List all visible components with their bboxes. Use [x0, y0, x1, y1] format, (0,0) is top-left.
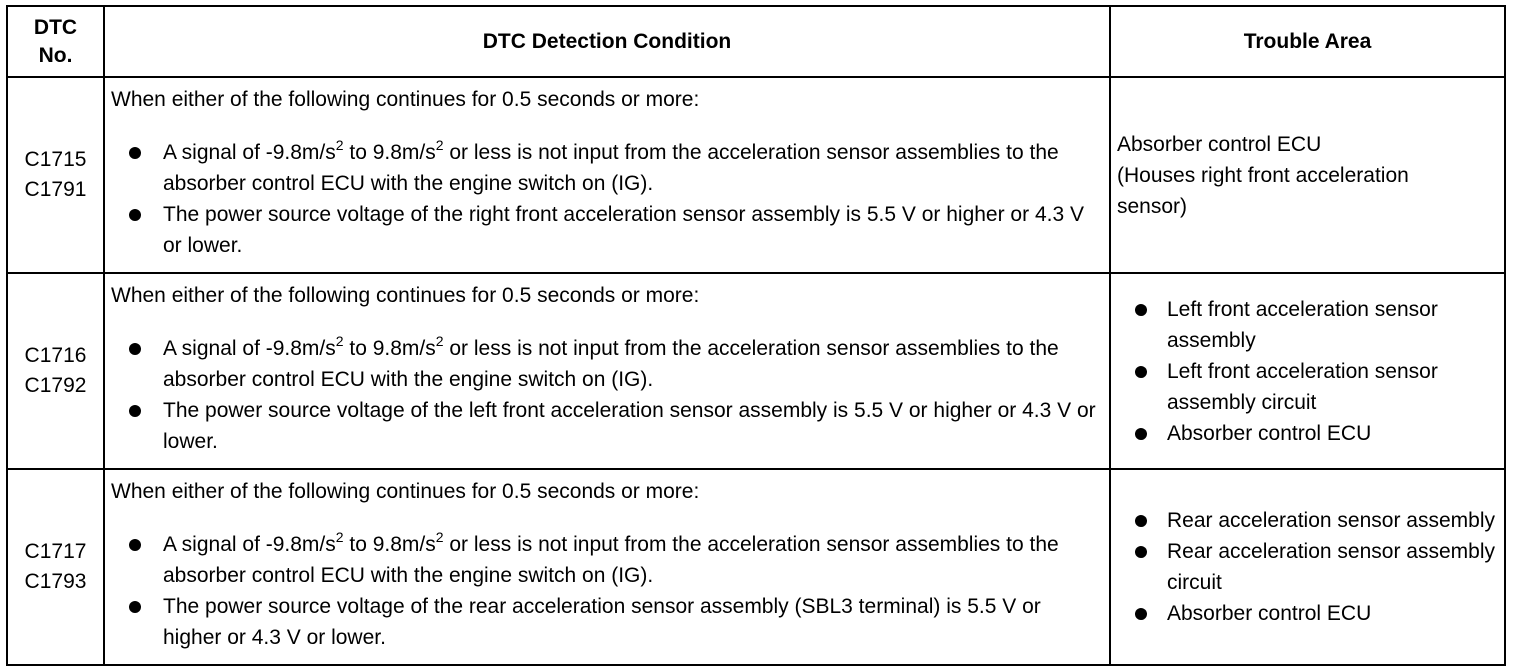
table-row	[7, 273, 1505, 469]
bullet-icon	[1135, 366, 1147, 378]
trouble-area-cell	[1110, 77, 1505, 273]
superscript: 2	[435, 333, 444, 349]
header-condition: DTC Detection Condition	[104, 6, 1110, 77]
condition-list	[111, 333, 1101, 457]
header-row	[7, 6, 1505, 77]
trouble-area-line: (Houses right front acceleration	[1117, 163, 1409, 187]
trouble-area-text: Rear acceleration sensor assembly circuit	[1167, 540, 1495, 594]
condition-text: The power source voltage of the left front acceleration sensor assembly is 5.5 V or higher or 4.3 V or lower.	[163, 399, 1096, 453]
table-header	[7, 6, 1505, 77]
condition-list	[111, 529, 1101, 653]
trouble-area-text: Rear acceleration sensor assembly	[1167, 509, 1495, 532]
trouble-area-line: sensor)	[1117, 194, 1188, 218]
table-row	[7, 469, 1505, 665]
superscript: 2	[335, 529, 344, 545]
trouble-area-item	[1117, 294, 1498, 356]
trouble-area-text	[1117, 129, 1498, 222]
condition-cell	[104, 77, 1110, 273]
superscript: 2	[335, 137, 344, 153]
trouble-area-item	[1117, 536, 1498, 598]
condition-text: The power source voltage of the right front acceleration sensor assembly is 5.5 V or higher or 4.3 V or lower.	[163, 203, 1084, 257]
bullet-icon	[1135, 304, 1147, 316]
bullet-icon	[1135, 515, 1147, 527]
trouble-area-text: Left front acceleration sensor assembly	[1167, 297, 1438, 352]
trouble-area-cell	[1110, 469, 1505, 665]
condition-text: A signal of -9.8m/s	[163, 533, 336, 556]
trouble-area-text: Absorber control ECU	[1167, 421, 1372, 445]
condition-item	[115, 591, 1101, 653]
trouble-area-list	[1117, 294, 1498, 449]
dtc-code: C1792	[24, 374, 87, 397]
condition-list	[111, 137, 1101, 261]
table-row	[7, 77, 1505, 273]
condition-text: A signal of -9.8m/s	[163, 337, 336, 360]
condition-text: A signal of -9.8m/s	[163, 141, 336, 164]
condition-text: or less is not input from the acceleration sensor assemblies to the absorber control ECU with the engine switch on (IG).	[163, 141, 1059, 195]
superscript: 2	[335, 333, 344, 349]
bullet-icon	[129, 405, 141, 417]
condition-text: to 9.8m/s	[343, 337, 436, 360]
dtc-code: C1791	[24, 178, 87, 201]
bullet-icon	[129, 539, 141, 551]
trouble-area-item	[1117, 598, 1498, 629]
condition-intro: When either of the following continues for 0.5 seconds or more:	[111, 480, 700, 503]
trouble-area-text: Absorber control ECU	[1167, 602, 1372, 625]
condition-cell	[104, 273, 1110, 469]
condition-text: The power source voltage of the rear acceleration sensor assembly (SBL3 terminal) is 5.5 V or higher or 4.3 V or lower.	[163, 595, 1041, 649]
dtc-code: C1793	[24, 570, 87, 593]
trouble-area-line: Absorber control ECU	[1117, 132, 1322, 156]
condition-item	[115, 529, 1101, 591]
header-dtc-no-line1: DTC	[33, 15, 78, 39]
trouble-area-item	[1117, 356, 1498, 418]
trouble-area-list	[1117, 505, 1498, 629]
condition-text: to 9.8m/s	[343, 141, 436, 164]
condition-item	[115, 395, 1101, 457]
dtc-code: C1716	[24, 344, 87, 367]
condition-item	[115, 137, 1101, 199]
trouble-area-item	[1117, 418, 1498, 449]
bullet-icon	[1135, 546, 1147, 558]
superscript: 2	[435, 137, 444, 153]
trouble-area-cell	[1110, 273, 1505, 469]
bullet-icon	[1135, 608, 1147, 620]
dtc-table	[6, 5, 1506, 666]
dtc-code-cell	[7, 469, 104, 665]
bullet-icon	[129, 147, 141, 159]
condition-item	[115, 333, 1101, 395]
bullet-icon	[129, 343, 141, 355]
condition-intro: When either of the following continues for 0.5 seconds or more:	[111, 284, 700, 307]
bullet-icon	[1135, 428, 1147, 440]
dtc-code: C1717	[24, 540, 87, 563]
condition-text: or less is not input from the acceleration sensor assemblies to the absorber control ECU with the engine switch on (IG).	[163, 533, 1059, 587]
dtc-code: C1715	[24, 148, 87, 171]
dtc-code-cell	[7, 273, 104, 469]
trouble-area-text: Left front acceleration sensor assembly circuit	[1167, 359, 1438, 414]
header-trouble-area: Trouble Area	[1110, 6, 1505, 77]
header-dtc-no-line2: No.	[38, 43, 73, 67]
header-dtc-no	[7, 6, 104, 77]
condition-text: to 9.8m/s	[343, 533, 436, 556]
condition-cell	[104, 469, 1110, 665]
dtc-code-cell	[7, 77, 104, 273]
superscript: 2	[435, 529, 444, 545]
condition-item	[115, 199, 1101, 261]
condition-intro: When either of the following continues for 0.5 seconds or more:	[111, 88, 700, 111]
condition-text: or less is not input from the acceleration sensor assemblies to the absorber control ECU with the engine switch on (IG).	[163, 337, 1059, 391]
trouble-area-item	[1117, 505, 1498, 536]
bullet-icon	[129, 209, 141, 221]
bullet-icon	[129, 601, 141, 613]
